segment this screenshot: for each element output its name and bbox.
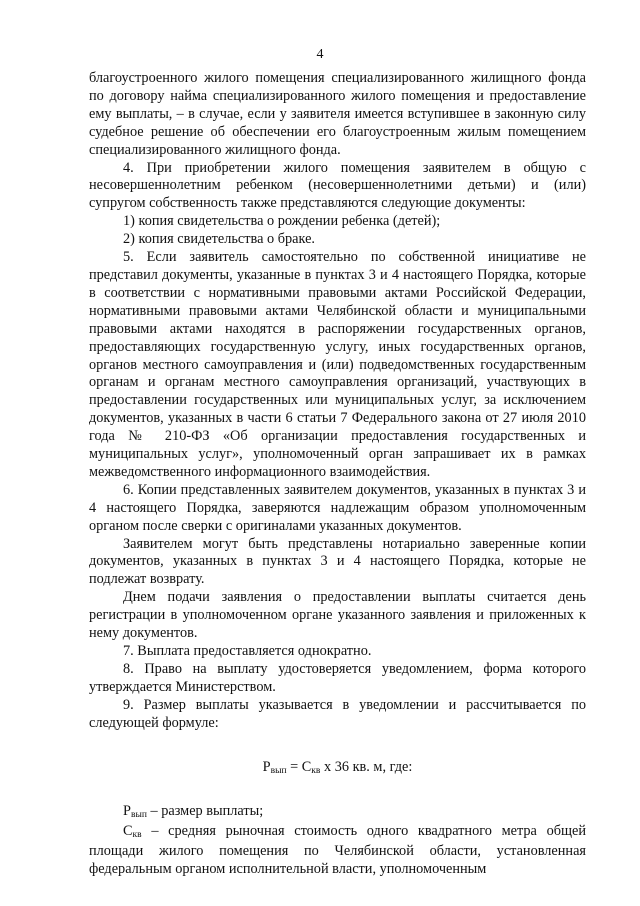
paragraph-submission-date: Днем подачи заявления о предоставлении выплаты считается день регистрации в уполномоченном органе указанного заявления и приложенных к нему документов. xyxy=(89,589,586,642)
document-body xyxy=(89,70,586,879)
paragraph-item-6: 6. Копии представленных заявителем документов, указанных в пунктах 3 и 4 настоящего Порядка, заверяются надлежащим образом уполномоченным органом после сверки с оригиналами указанных документов. xyxy=(89,481,586,534)
paragraph-item-9: 9. Размер выплаты указывается в уведомлении и рассчитывается по следующей формуле: xyxy=(89,696,586,731)
paragraph-subitem-2: 2) копия свидетельства о браке. xyxy=(123,231,315,248)
page-number: 4 xyxy=(316,47,324,62)
paragraph-item-5: 5. Если заявитель самостоятельно по собственной инициативе не представил документы, указанные в пунктах 3 и 4 настоящего Порядка, которые в соответствии с нормативными правовыми актами Российской Федерации, нормативными правовыми актами Челябинской области и муниципальными правовыми актами находятся в распоряжении государственных органов, предоставляющих государственную услугу, иных государственных органов, органов местного самоуправления и (или) подведомственных государственным органам и органам местного самоуправления организаций, участвующих в предоставлении государственных или муниципальных услуг, за исключением документов, указанных в части 6 статьи 7 Федерального закона от 27 июля 2010 года № 210-ФЗ «Об организации предоставления государственных и муниципальных услуг», уполномоченный орган запрашивает их в рамках межведомственного информационного взаимодействия. xyxy=(89,249,586,480)
definition-subscript: кв xyxy=(132,830,142,841)
definition-text: – размер выплаты; xyxy=(146,803,264,820)
definition-subscript: вып xyxy=(130,810,147,821)
paragraph-item-7: 7. Выплата предоставляется однократно. xyxy=(123,643,372,659)
definition-payment xyxy=(89,803,586,823)
formula-rhs-subscript: кв xyxy=(311,765,321,776)
paragraph-item-8: 8. Право на выплату удостоверяется уведомлением, форма которого утверждается Министерством. xyxy=(89,660,586,695)
formula-lhs: Р xyxy=(262,758,271,775)
formula-rhs: С xyxy=(301,758,312,775)
paragraph-notarized-copies: Заявителем могут быть представлены нотариально заверенные копии документов, указанных в пунктах 3 и 4 настоящего Порядка, которые не подлежат возврату. xyxy=(89,535,586,588)
definition-symbol: С xyxy=(123,823,133,840)
definition-price-per-sqm xyxy=(89,823,586,879)
paragraph-item-4: 4. При приобретении жилого помещения заявителем в общую с несовершеннолетним ребенком (несовершеннолетними детьми) и (или) супругом собственность также представляются следующие документы: xyxy=(89,159,586,212)
definition-symbol: Р xyxy=(123,803,131,820)
formula-equals: = xyxy=(286,758,302,775)
paragraph-continuation: благоустроенного жилого помещения специализированного жилищного фонда по договору найма специализированного жилого помещения и предоставление ему выплаты, – в случае, если у заявителя имеется вступившее в законную силу судебное решение об обеспечении его благоустроенным жилым помещением специализированного жилищного фонда. xyxy=(89,70,586,158)
definition-text: – средняя рыночная стоимость одного квадратного метра общей площади жилого помещения по Челябинской области, установленная федеральным органом исполнительной власти, уполномоченным xyxy=(89,823,586,878)
payment-formula xyxy=(89,759,586,779)
formula-rest: х 36 кв. м, где: xyxy=(320,758,413,775)
paragraph-subitem-1: 1) копия свидетельства о рождении ребенка (детей); xyxy=(123,213,441,230)
formula-lhs-subscript: вып xyxy=(270,765,287,776)
